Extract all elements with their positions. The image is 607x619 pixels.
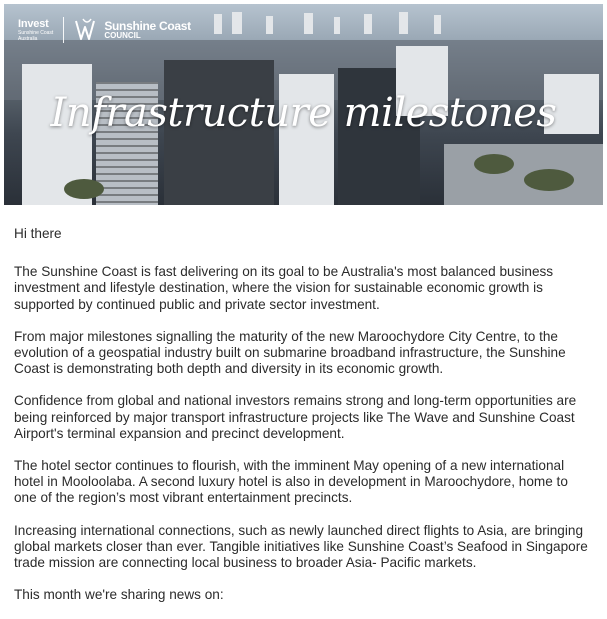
skyline-building	[434, 15, 441, 34]
body-paragraph: The Sunshine Coast is fast delivering on its goal to be Australia's most balanced business investment and lifestyle destination, where the vision for sustainable economic growth is supported by continued public and private sector investment.	[14, 264, 554, 312]
tree-cluster	[524, 169, 574, 191]
skyline-building	[266, 16, 273, 34]
header-logos	[18, 14, 191, 46]
body-paragraph: Confidence from global and national investors remains strong and long-term opportunities are being reinforced by major transport infrastructure projects like The Wave and Sunshine Coast Airport's terminal expansion and precinct development.	[14, 393, 577, 441]
tree-cluster	[474, 154, 514, 174]
hero-headline: Infrastructure milestones	[50, 90, 557, 136]
skyline-building	[214, 14, 222, 34]
council-logo[interactable]	[74, 17, 190, 43]
tree-cluster	[64, 179, 104, 199]
hero-banner	[4, 4, 603, 205]
closing-line: This month we're sharing news on:	[14, 587, 224, 603]
body-paragraph: Increasing international connections, such as newly launched direct flights to Asia, are bringing global markets closer than ever. Tangible initiatives like Sunshine Coast’s Seafood in Singapore trade mission are connecting local business to broader Asia- Pacific markets.	[14, 522, 588, 571]
skyline-building	[364, 14, 372, 34]
skyline-building	[334, 17, 340, 34]
invest-logo[interactable]	[18, 19, 53, 42]
skyline-building	[399, 12, 408, 34]
invest-logo-title: Invest	[18, 17, 49, 30]
skyline-building	[304, 13, 313, 34]
body-paragraph: The hotel sector continues to flourish, with the imminent May opening of a new international hotel in Mooloolaba. A second luxury hotel is also in development in Maroochydore, home to one of the region’s most vibrant entertainment precincts.	[14, 458, 568, 506]
skyline-building	[232, 12, 242, 34]
council-logo-name: Sunshine Coast	[104, 19, 191, 33]
council-mark-icon	[74, 17, 100, 43]
invest-logo-sub-2: Australia	[18, 35, 38, 42]
carpark	[444, 144, 603, 205]
logo-divider	[63, 17, 64, 43]
greeting: Hi there	[14, 226, 62, 241]
body-paragraph: From major milestones signalling the maturity of the new Maroochydore City Centre, to the evolution of a geospatial industry built on submarine broadband infrastructure, the Sunshine Coast is demonstrating both depth and diversity in its economic growth.	[14, 328, 566, 377]
email-body	[14, 226, 594, 619]
invest-logo-sub-1: Sunshine Coast	[18, 29, 54, 36]
council-logo-sub: COUNCIL	[104, 31, 141, 40]
